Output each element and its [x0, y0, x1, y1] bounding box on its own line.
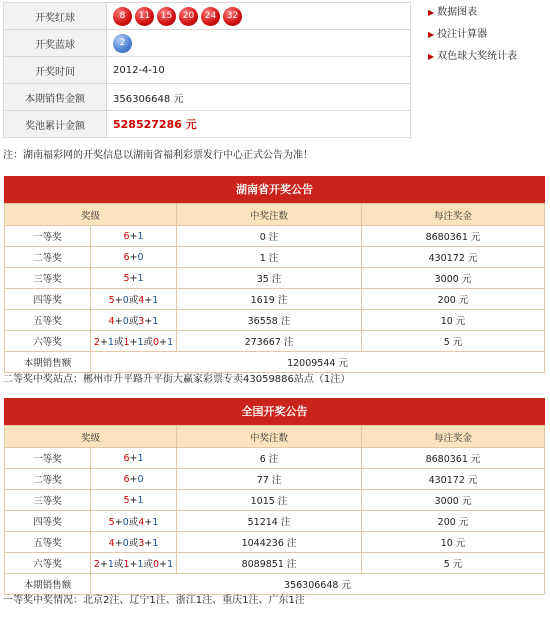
- draw-info-table: [3, 2, 411, 138]
- sales-value: 356306648 元: [91, 574, 545, 595]
- col-count: 中奖注数: [177, 204, 362, 226]
- side-links: [428, 6, 517, 72]
- winner-count: 1619 注: [177, 289, 362, 310]
- winner-count: 0 注: [177, 226, 362, 247]
- sales-label: 本期销售额: [5, 352, 91, 373]
- col-level: 奖级: [5, 426, 177, 448]
- winner-count: 1044236 注: [177, 532, 362, 553]
- prize-name: 五等奖: [5, 532, 91, 553]
- draw-info-section: [0, 0, 550, 161]
- triangle-right-icon: ▶: [428, 52, 435, 61]
- table-row: [5, 448, 545, 469]
- winner-count: 1015 注: [177, 490, 362, 511]
- pool-value: 528527286 元: [107, 111, 411, 138]
- match-rule: 6+1: [91, 226, 177, 247]
- table-row: [5, 469, 545, 490]
- draw-time-value: 2012-4-10: [107, 57, 411, 84]
- prize-name: 四等奖: [5, 289, 91, 310]
- red-ball-label: 开奖红球: [4, 3, 107, 30]
- red-ball: 32: [223, 7, 242, 26]
- link-bet-calculator[interactable]: [428, 28, 517, 50]
- triangle-right-icon: ▶: [428, 8, 435, 17]
- winner-count: 77 注: [177, 469, 362, 490]
- link-label: 投注计算器: [437, 29, 488, 40]
- winner-count: 51214 注: [177, 511, 362, 532]
- winner-count: 35 注: [177, 268, 362, 289]
- prize-table: [4, 425, 545, 595]
- table-row: [5, 511, 545, 532]
- red-ball: 20: [179, 7, 198, 26]
- prize-name: 一等奖: [5, 226, 91, 247]
- link-data-charts[interactable]: [428, 6, 517, 28]
- match-rule: 6+0: [91, 469, 177, 490]
- table-row: [5, 268, 545, 289]
- sales-label: 本期销售额: [5, 574, 91, 595]
- table-row: [5, 226, 545, 247]
- prize-name: 三等奖: [5, 268, 91, 289]
- sales-value: 356306648 元: [107, 84, 411, 111]
- prize-name: 一等奖: [5, 448, 91, 469]
- prize-name: 六等奖: [5, 553, 91, 574]
- winner-count: 8089851 注: [177, 553, 362, 574]
- table-row: [5, 289, 545, 310]
- draw-time-label: 开奖时间: [4, 57, 107, 84]
- table-row: [5, 247, 545, 268]
- match-rule: 2+1或1+1或0+1: [91, 553, 177, 574]
- match-rule: 6+0: [91, 247, 177, 268]
- prize-amount: 430172 元: [362, 469, 545, 490]
- blue-balls: [107, 30, 411, 57]
- prize-amount: 200 元: [362, 289, 545, 310]
- prize-amount: 3000 元: [362, 268, 545, 289]
- table-row: [5, 331, 545, 352]
- match-rule: 5+0或4+1: [91, 511, 177, 532]
- table-row: [5, 532, 545, 553]
- table-row: [5, 490, 545, 511]
- match-rule: 5+0或4+1: [91, 289, 177, 310]
- prize-amount: 3000 元: [362, 490, 545, 511]
- station-info: 二等奖中奖站点：郴州市升平路升平街大赢家彩票专卖43059886站点（1注）: [3, 374, 351, 385]
- col-count: 中奖注数: [177, 426, 362, 448]
- prize-amount: 8680361 元: [362, 448, 545, 469]
- table-row: [5, 553, 545, 574]
- pool-label: 奖池累计金额: [4, 111, 107, 138]
- hunan-announcement: [4, 176, 545, 373]
- match-rule: 4+0或3+1: [91, 532, 177, 553]
- winner-count: 1 注: [177, 247, 362, 268]
- col-amount: 每注奖金: [362, 204, 545, 226]
- red-ball: 8: [113, 7, 132, 26]
- col-amount: 每注奖金: [362, 426, 545, 448]
- match-rule: 5+1: [91, 268, 177, 289]
- first-prize-winners: 一等奖中奖情况：北京2注、辽宁1注、浙江1注、重庆1注、广东1注: [3, 595, 305, 606]
- prize-amount: 8680361 元: [362, 226, 545, 247]
- prize-name: 二等奖: [5, 247, 91, 268]
- prize-name: 六等奖: [5, 331, 91, 352]
- winner-count: 6 注: [177, 448, 362, 469]
- prize-name: 三等奖: [5, 490, 91, 511]
- link-label: 双色球大奖统计表: [437, 51, 518, 62]
- col-level: 奖级: [5, 204, 177, 226]
- match-rule: 4+0或3+1: [91, 310, 177, 331]
- match-rule: 6+1: [91, 448, 177, 469]
- sales-value: 12009544 元: [91, 352, 545, 373]
- red-ball: 24: [201, 7, 220, 26]
- national-announcement: [4, 398, 545, 595]
- blue-ball-label: 开奖蓝球: [4, 30, 107, 57]
- winner-count: 36558 注: [177, 310, 362, 331]
- prize-table: [4, 203, 545, 373]
- link-prize-stats[interactable]: [428, 50, 517, 72]
- prize-amount: 10 元: [362, 310, 545, 331]
- prize-amount: 10 元: [362, 532, 545, 553]
- blue-ball: 2: [113, 34, 132, 53]
- red-ball: 11: [135, 7, 154, 26]
- table-row: [5, 310, 545, 331]
- red-balls: [107, 3, 411, 30]
- link-label: 数据图表: [437, 7, 478, 18]
- winner-count: 273667 注: [177, 331, 362, 352]
- match-rule: 5+1: [91, 490, 177, 511]
- disclaimer-note: 注：湖南福彩网的开奖信息以湖南省福利彩票发行中心正式公告为准！: [3, 150, 313, 161]
- panel-title: 湖南省开奖公告: [4, 176, 545, 203]
- prize-name: 四等奖: [5, 511, 91, 532]
- prize-amount: 5 元: [362, 331, 545, 352]
- triangle-right-icon: ▶: [428, 30, 435, 39]
- prize-amount: 200 元: [362, 511, 545, 532]
- prize-name: 五等奖: [5, 310, 91, 331]
- panel-title: 全国开奖公告: [4, 398, 545, 425]
- match-rule: 2+1或1+1或0+1: [91, 331, 177, 352]
- prize-amount: 430172 元: [362, 247, 545, 268]
- prize-amount: 5 元: [362, 553, 545, 574]
- red-ball: 15: [157, 7, 176, 26]
- prize-name: 二等奖: [5, 469, 91, 490]
- sales-label: 本期销售金额: [4, 84, 107, 111]
